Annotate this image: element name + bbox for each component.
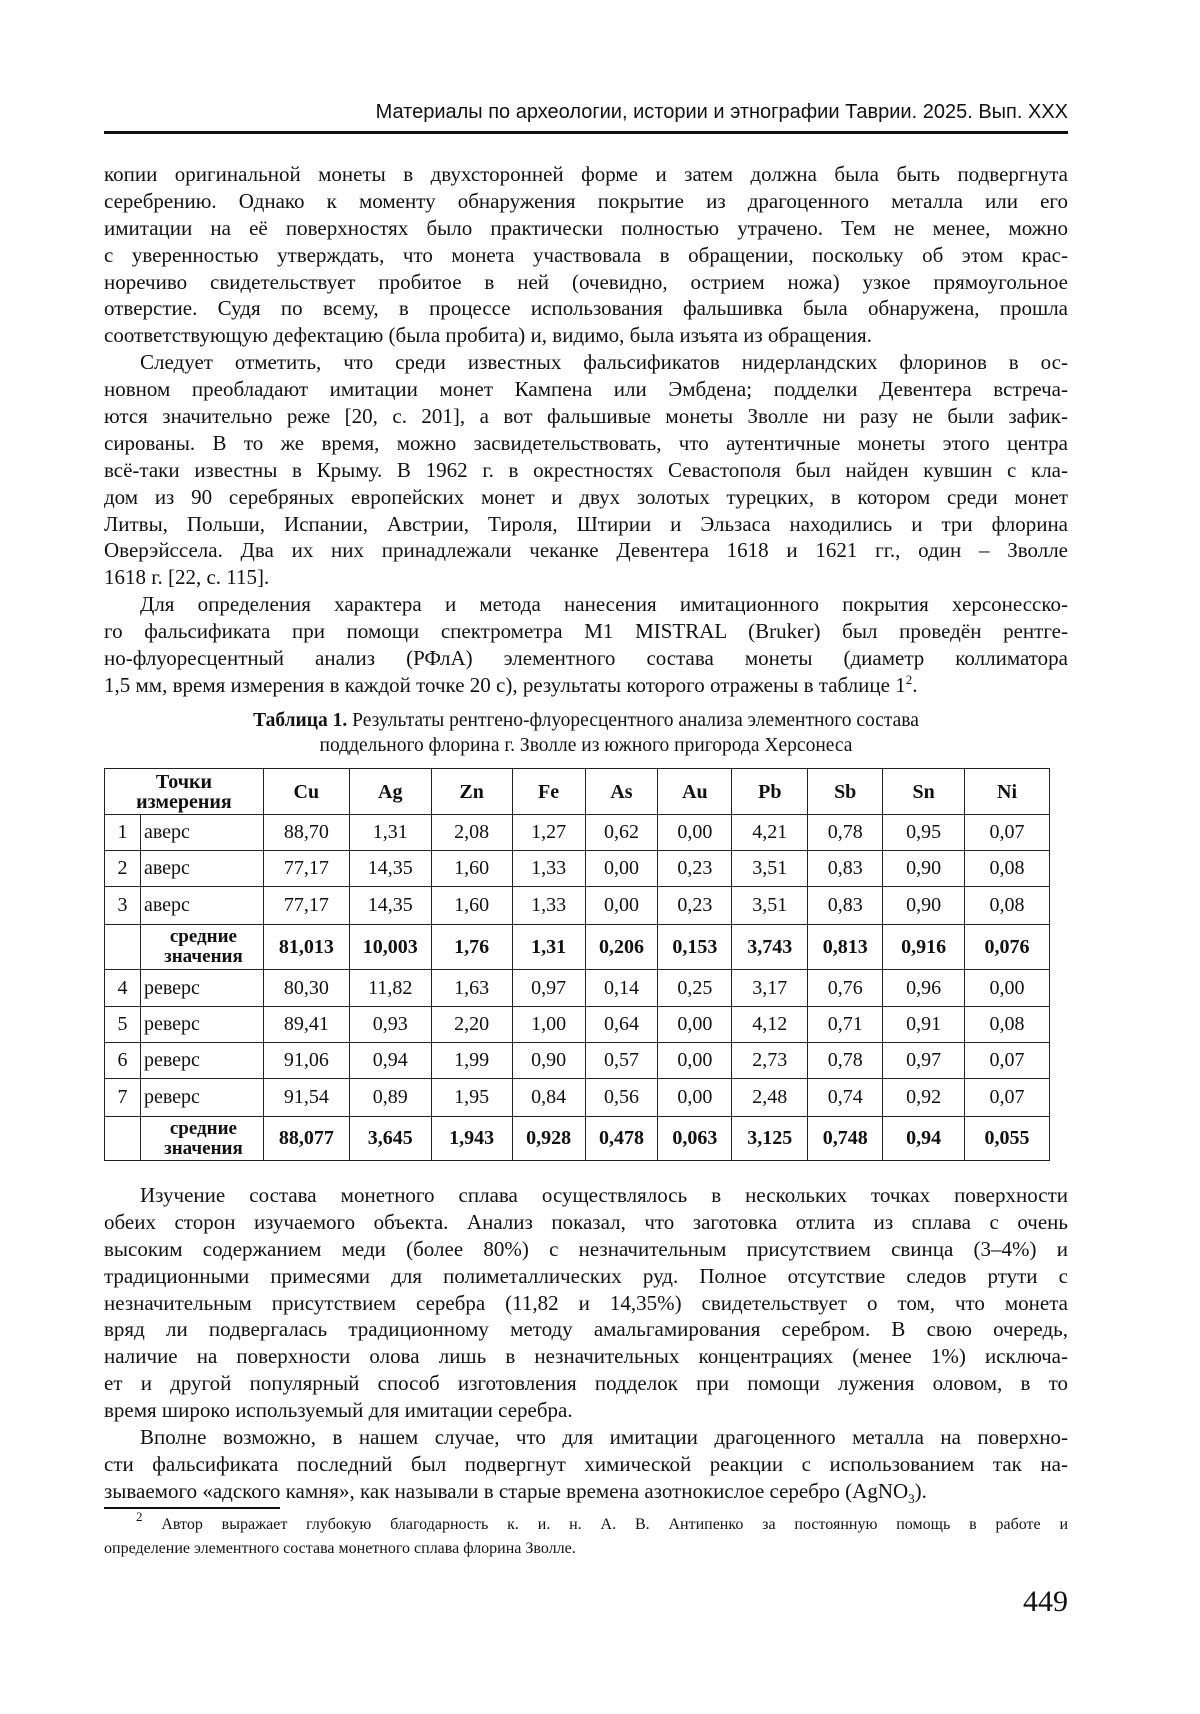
text-line: сти фальсификата последний был подвергнут химической реакции с использованием так на- [104,1451,1068,1476]
text-line: дом из 90 серебряных европейских монет и двух золотых турецких, в котором среди монет [104,484,1068,509]
text-line: вряд ли подвергалась традиционному методу амальгамирования серебром. В свою очередь, [104,1317,1068,1342]
cell-value: 0,78 [808,1043,883,1079]
average-label: средние значения [140,925,263,970]
average-value: 1,76 [431,925,512,970]
cell-value: 0,91 [883,1007,965,1043]
cell-value: 0,97 [883,1043,965,1079]
cell-value: 14,35 [349,851,431,887]
cell-value: 1,33 [512,887,585,925]
text-line: ются значительно реже [20, с. 201], а вот фальшивые монеты Зволле ни разу не были зафик- [104,404,1068,429]
text-line: но-флуоресцентный анализ (РФлА) элементного состава монеты (диаметр коллиматора [104,646,1068,671]
cell-value: 1,27 [512,815,585,851]
cell-value: 0,00 [585,887,658,925]
cell-value: 0,00 [585,851,658,887]
row-side: аверс [140,851,263,887]
footnote-mark: 2 [136,1509,143,1524]
cell-value: 0,95 [883,815,965,851]
cell-value: 0,00 [658,1007,732,1043]
text: 1,5 мм, время измерения в каждой точке 20 с), результаты которого отражены в таблице 1 [104,672,906,697]
average-value: 1,31 [512,925,585,970]
average-value: 0,153 [658,925,732,970]
text: . [912,672,918,697]
row-number: 7 [105,1079,141,1117]
cell-value: 1,60 [431,887,512,925]
header-element-cu: Cu [263,769,349,815]
cell-value: 77,17 [263,887,349,925]
average-value: 3,645 [349,1117,431,1161]
cell-value: 0,90 [883,887,965,925]
row-side: реверс [140,1043,263,1079]
body-text-top [104,161,1068,699]
cell-value: 0,62 [585,815,658,851]
table-row [105,815,1050,851]
cell-value: 3,51 [732,851,808,887]
cell-value: 0,23 [658,851,732,887]
cell-value: 4,12 [732,1007,808,1043]
text-line [104,672,1068,699]
average-value: 0,063 [658,1117,732,1161]
header-element-fe: Fe [512,769,585,815]
cell-value: 1,63 [431,970,512,1007]
cell-value: 0,84 [512,1079,585,1117]
table-caption-label: Таблица 1. [253,710,348,731]
cell-value: 80,30 [263,970,349,1007]
cell-value: 14,35 [349,887,431,925]
cell-value: 0,90 [883,851,965,887]
cell-value: 0,14 [585,970,658,1007]
header-rule [104,131,1068,134]
cell-value: 2,20 [431,1007,512,1043]
average-value: 81,013 [263,925,349,970]
footnote-rule [104,1507,280,1509]
text-line: новном преобладают имитации монет Кампена или Эмбдена; подделки Девентера встреча- [104,377,1068,402]
average-value: 0,478 [585,1117,658,1161]
cell-value: 1,99 [431,1043,512,1079]
text-line: время широко используемый для имитации серебра. [104,1398,573,1423]
header-element-sn: Sn [883,769,965,815]
cell-value: 0,00 [658,1079,732,1117]
footnote-line-2: определение элементного состава монетного сплава флорина Зволле. [104,1540,576,1557]
row-side: аверс [140,815,263,851]
cell-value: 3,51 [732,887,808,925]
table-row [105,970,1050,1007]
cell-value: 0,96 [883,970,965,1007]
header-element-zn: Zn [431,769,512,815]
cell-value: 0,07 [965,1079,1050,1117]
text-line: Следует отметить, что среди известных фальсификатов нидерландских флоринов в ос- [140,350,1068,375]
cell-value: 0,74 [808,1079,883,1117]
footnote [104,1509,1068,1561]
cell-value: 1,31 [349,815,431,851]
cell-value: 91,54 [263,1079,349,1117]
footnote-line-1 [104,1509,1068,1537]
average-value: 0,748 [808,1117,883,1161]
cell-value: 88,70 [263,815,349,851]
cell-value: 0,78 [808,815,883,851]
table-caption-line2: поддельного флорина г. Зволле из южного пригорода Херсонеса [319,735,853,756]
cell-value: 0,08 [965,1007,1050,1043]
average-value: 0,076 [965,925,1050,970]
cell-value: 77,17 [263,851,349,887]
row-side: реверс [140,1079,263,1117]
cell-value: 0,23 [658,887,732,925]
cell-value: 1,95 [431,1079,512,1117]
text-line: с уверенностью утверждать, что монета участвовала в обращении, поскольку об этом крас- [104,242,1068,267]
text-line: соответствующую дефектацию (была пробита) и, видимо, была изъята из обращения. [104,323,872,348]
text-line: отверстие. Судя по всему, в процессе использования фальшивка была обнаружена, прошла [104,296,1068,321]
cell-value: 0,94 [349,1043,431,1079]
header-element-sb: Sb [808,769,883,815]
cell-value: 0,83 [808,887,883,925]
average-value: 0,94 [883,1117,965,1161]
text-line: Вполне возможно, в нашем случае, что для имитации драгоценного металла на поверхно- [140,1425,1068,1450]
cell-value: 0,71 [808,1007,883,1043]
cell-value: 1,00 [512,1007,585,1043]
table-row [105,1007,1050,1043]
text-line: серебрению. Однако к моменту обнаружения покрытие из драгоценного металла или его [104,188,1068,213]
text-line: норечиво свидетельствует пробитое в ней (очевидно, острием ножа) узкое прямоугольное [104,269,1068,294]
table-header-row [105,769,1050,815]
superscript: 2 [905,671,913,687]
text-line: высоким содержанием меди (более 80%) с незначительным присутствием свинца (3–4%) и [104,1236,1068,1261]
row-number: 2 [105,851,141,887]
cell-value: 0,76 [808,970,883,1007]
average-value: 0,206 [585,925,658,970]
cell-value: 91,06 [263,1043,349,1079]
cell-value: 11,82 [349,970,431,1007]
text: ). [914,1478,927,1503]
cell-value: 2,48 [732,1079,808,1117]
average-value: 0,928 [512,1117,585,1161]
page-number: 449 [1023,1585,1068,1618]
results-table [104,768,1050,1161]
table-caption-line1: Результаты рентгено-флуоресцентного анализа элементного состава [347,710,919,731]
table-row [105,1043,1050,1079]
footnote-text-1: Автор выражает глубокую благодарность к. и. н. А. В. Антипенко за постоянную помощь в работе и [142,1516,1068,1533]
text-line: наличие на поверхности олова лишь в незначительных концентрациях (менее 1%) исключа- [104,1344,1068,1369]
text-line: Для определения характера и метода нанесения имитационного покрытия херсонесско- [140,592,1068,617]
average-label: средние значения [140,1117,263,1161]
text-line: Изучение состава монетного сплава осуществлялось в нескольких точках поверхности [140,1183,1068,1207]
table-caption [104,708,1068,758]
cell-value: 4,21 [732,815,808,851]
average-value: 3,125 [732,1117,808,1161]
cell-value: 3,17 [732,970,808,1007]
text-line: Литвы, Польши, Испании, Австрии, Тироля, Штирии и Эльзаса находились и три флорина [104,511,1068,536]
table-row [105,851,1050,887]
text-line: сированы. В то же время, можно засвидетельствовать, что аутентичные монеты этого центра [104,430,1068,455]
cell-value: 0,00 [658,1043,732,1079]
text-line: незначительным присутствием серебра (11,82 и 14,35%) свидетельствует о том, что монета [104,1290,1068,1315]
average-value: 0,055 [965,1117,1050,1161]
text-line: 1618 г. [22, с. 115]. [104,565,270,590]
cell-value: 0,92 [883,1079,965,1117]
text-line: копии оригинальной монеты в двухсторонней форме и затем должна была быть подвергнута [104,162,1068,186]
header-element-pb: Pb [732,769,808,815]
cell-value: 0,25 [658,970,732,1007]
text: зываемого «адского камня», как называли в старые времена азотнокислое серебро (AgNO [104,1478,909,1503]
header-element-au: Au [658,769,732,815]
cell-value: 0,08 [965,851,1050,887]
cell-value: 0,07 [965,1043,1050,1079]
row-number: 3 [105,887,141,925]
cell-value: 0,83 [808,851,883,887]
text-line: обеих сторон изучаемого объекта. Анализ показал, что заготовка отлита из сплава с очень [104,1209,1068,1234]
text-line: Оверэйссела. Два их них принадлежали чеканке Девентера 1618 и 1621 гг., один – Зволле [104,538,1068,563]
header-element-ni: Ni [965,769,1050,815]
cell-value: 0,08 [965,887,1050,925]
text-line: всё-таки известны в Крыму. В 1962 г. в окрестностях Севастополя был найден кувшин с кла- [104,457,1068,482]
cell-value: 0,64 [585,1007,658,1043]
table-row [105,887,1050,925]
cell-value: 0,90 [512,1043,585,1079]
cell-value: 0,97 [512,970,585,1007]
text-line: го фальсификата при помощи спектрометра M1 MISTRAL (Bruker) был проведён рентге- [104,619,1068,644]
cell-value: 0,07 [965,815,1050,851]
body-text-bottom [104,1182,1068,1505]
cell-value: 89,41 [263,1007,349,1043]
row-number: 5 [105,1007,141,1043]
cell-value: 1,33 [512,851,585,887]
row-number-empty [105,925,141,970]
cell-value: 0,00 [965,970,1050,1007]
row-side: реверс [140,1007,263,1043]
average-value: 88,077 [263,1117,349,1161]
average-value: 0,813 [808,925,883,970]
cell-value: 0,00 [658,815,732,851]
average-value: 3,743 [732,925,808,970]
cell-value: 2,08 [431,815,512,851]
cell-value: 0,57 [585,1043,658,1079]
text-line: ет и другой популярный способ изготовления подделок при помощи лужения оловом, в то [104,1371,1068,1396]
cell-value: 1,60 [431,851,512,887]
subscript: 3 [908,1490,915,1506]
cell-value: 2,73 [732,1043,808,1079]
row-number: 4 [105,970,141,1007]
average-row [105,1117,1050,1161]
row-number: 6 [105,1043,141,1079]
header-element-as: As [585,769,658,815]
cell-value: 0,89 [349,1079,431,1117]
cell-value: 0,93 [349,1007,431,1043]
row-number: 1 [105,815,141,851]
running-head: Материалы по археологии, истории и этнографии Таврии. 2025. Вып. XXX [375,101,1068,123]
text-line [104,1478,1068,1505]
header-measurement-points: Точки измерения [105,769,264,815]
average-value: 1,943 [431,1117,512,1161]
average-value: 10,003 [349,925,431,970]
average-row [105,925,1050,970]
row-side: аверс [140,887,263,925]
table-row [105,1079,1050,1117]
text-line: имитации на её поверхностях было практически полностью утрачено. Тем не менее, можно [104,215,1068,240]
row-side: реверс [140,970,263,1007]
row-number-empty [105,1117,141,1161]
average-value: 0,916 [883,925,965,970]
header-element-ag: Ag [349,769,431,815]
cell-value: 0,56 [585,1079,658,1117]
text-line: традиционными примесями для полиметаллических руд. Полное отсутствие следов ртути с [104,1263,1068,1288]
